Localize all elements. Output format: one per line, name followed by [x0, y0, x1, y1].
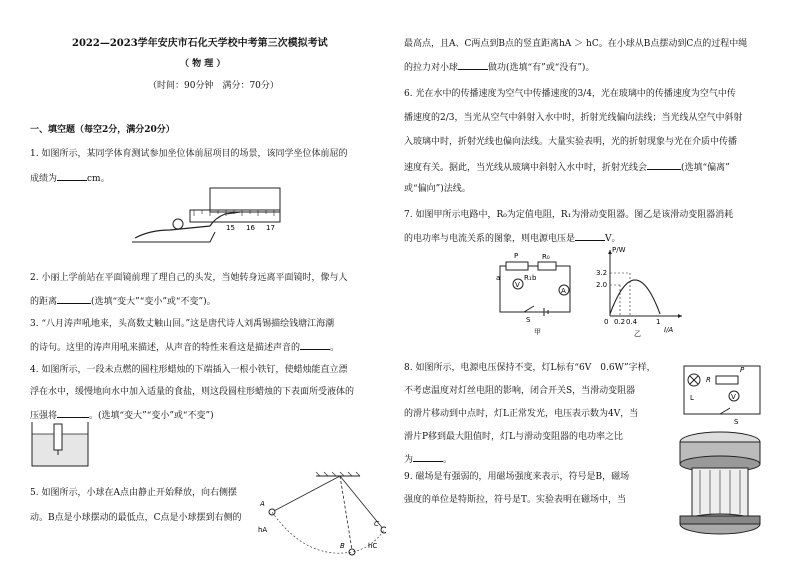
- circuit-jia-figure: [494, 250, 584, 336]
- q5-line2: 动。B点是小球摆动的最低点，C点是小球摆到右侧的: [30, 513, 242, 523]
- voltmeter-label: V: [515, 281, 520, 289]
- q6-line4: [404, 160, 730, 174]
- sit-and-reach-figure: [130, 186, 290, 248]
- y-tick-3.2: 3.2: [596, 269, 608, 277]
- q6-line5: 或“偏向”)法线。: [404, 184, 471, 194]
- q4-text-a: 压强将: [30, 411, 58, 421]
- terminal-b-label: b: [532, 274, 537, 282]
- q5-cont-line1: 最高点，且A、C两点到B点的竖直距离hA ＞ hC。在小球从B点摆动到C点的过程中绳: [404, 39, 748, 49]
- answer-blank[interactable]: [57, 294, 91, 304]
- q6-line3: 入玻璃中时，折射光线也偏向法线。大量实验表明，光的折射现象与光在介质中传播: [404, 137, 738, 147]
- magnet-coil-figure: [674, 428, 766, 538]
- q7-text-b: V。: [605, 234, 621, 244]
- q5-line1: 5. 如图所示，小球在A点由静止开始释放，向右侧摆: [30, 488, 237, 498]
- subject-label: （ 物 理 ）: [180, 59, 226, 69]
- y-axis-label: P/W: [612, 246, 626, 254]
- q6-line2: 播速度的2/3，当光从空气中斜射入水中时，折射光线偏向法线；当光线从空气中斜射: [404, 113, 743, 123]
- q8-line2: 不考虑温度对灯丝电阻的影响，闭合开关S，当滑动变阻器: [404, 386, 636, 396]
- ruler-tick-17: 17: [266, 224, 275, 232]
- ha-label: hA: [258, 526, 268, 534]
- switch-label: S: [734, 418, 739, 426]
- x-tick-1: 1: [656, 318, 661, 326]
- exam-meta: （时间：90分钟 满分：70分）: [148, 81, 279, 91]
- terminal-a-label: a: [496, 274, 501, 282]
- section-heading: 一、填空题（每空2分，满分20分）: [30, 125, 175, 135]
- q1-line2: [30, 171, 110, 185]
- q6-text-a: 速度有关。据此，当光线从玻璃中斜射入水中时，折射光线会: [404, 163, 648, 173]
- slider-p-label: P: [740, 366, 745, 374]
- y-tick-2.0: 2.0: [596, 281, 608, 289]
- pendulum-figure: [256, 470, 386, 558]
- q6-line1: 6. 光在水中的传播速度为空气中传播速度的3/4，光在玻璃中的传播速度为空气中传: [404, 89, 736, 99]
- q5-cont-text-a: 的拉力对小球: [404, 63, 459, 73]
- q2-text-a: 的距离: [30, 297, 58, 307]
- hc-label: hC: [368, 542, 378, 550]
- answer-blank[interactable]: [647, 160, 681, 170]
- point-c-label: C: [374, 520, 379, 528]
- point-a-label: A: [260, 500, 265, 508]
- answer-blank[interactable]: [57, 171, 87, 181]
- x-tick-0.4: 0.4: [626, 318, 638, 326]
- q1-text-a: 成绩为: [30, 174, 58, 184]
- candle-beaker-figure: [30, 420, 90, 468]
- rheostat-label: R: [706, 376, 711, 384]
- ruler-tick-15: 15: [226, 224, 235, 232]
- ruler-tick-16: 16: [246, 224, 255, 232]
- ammeter-label: A: [561, 287, 566, 295]
- q7-line2: [404, 231, 621, 245]
- lamp-label: L: [690, 394, 694, 402]
- q3-line2: [30, 340, 339, 354]
- caption-jia: 甲: [534, 328, 541, 336]
- answer-blank[interactable]: [458, 60, 488, 70]
- q4-line2: 浮在水中，缓慢地向水中加入适量的食盐，则这段圆柱形蜡烛的下表面所受液体的: [30, 387, 355, 397]
- answer-blank[interactable]: [575, 231, 605, 241]
- q9-line2: 强度的单位是特斯拉，符号是T。实验表明在磁场中，当: [404, 495, 627, 505]
- q2-line2: [30, 294, 216, 308]
- q3-line1: 3. “八月涛声吼地来，头高数丈触山回。”这是唐代诗人刘禹锡描绘钱塘江海潮: [30, 319, 335, 329]
- point-b-label: B: [340, 542, 345, 550]
- x-tick-0: 0: [604, 318, 609, 326]
- q6-text-b: (选填“偏离”: [681, 163, 730, 173]
- q8-text-a: 为: [404, 455, 414, 465]
- q8-line3: 的滑片移动到中点时，灯L正常发光，电压表示数为4V，当: [404, 409, 639, 419]
- circuit-q8-figure: [676, 356, 766, 426]
- q8-line4: 滑片P移到最大阻值时，灯L与滑动变阻器的电功率之比: [404, 432, 624, 442]
- q4-text-b: 。(选填“变大”“变小”或“不变”): [89, 411, 214, 421]
- answer-blank[interactable]: [57, 408, 89, 418]
- q3-text-b: 。: [330, 343, 340, 353]
- q8-line1: 8. 如图所示，电源电压保持不变，灯L标有“6V 0.6W”字样，: [404, 363, 656, 373]
- r0-label: R₀: [542, 253, 550, 261]
- slider-p-label: P: [514, 252, 519, 260]
- q2-line1: 2. 小丽上学前站在平面镜前理了理自己的头发，当她转身远离平面镜时，像与人: [30, 273, 348, 283]
- q4-line1: 4. 如图所示，一段未点燃的圆柱形蜡烛的下端插入一根小铁钉，使蜡烛能直立漂: [30, 365, 348, 375]
- caption-yi: 乙: [634, 330, 641, 338]
- q8-line5: [404, 452, 452, 466]
- q5-cont-text-b: 做功(选填“有”或“没有”)。: [488, 63, 595, 73]
- q8-text-b: 。: [443, 455, 453, 465]
- voltmeter-label: V: [731, 393, 736, 401]
- x-tick-0.2: 0.2: [614, 318, 626, 326]
- q7-line1: 7. 如图甲所示电路中，R₀为定值电阻，R₁为滑动变阻器。图乙是该滑动变阻器消耗: [404, 210, 734, 220]
- power-curve: [610, 280, 660, 314]
- r1-label: R₁: [524, 274, 532, 282]
- exam-title: 2022—2023学年安庆市石化天学校中考第三次模拟考试: [72, 38, 328, 49]
- switch-label: S: [526, 316, 531, 324]
- q1-line1: 1. 如图所示，某同学体育测试参加坐位体前屈项目的场景，该同学坐位体前屈的: [30, 149, 348, 159]
- power-current-graph: [590, 244, 688, 338]
- x-axis-label: I/A: [664, 326, 674, 334]
- answer-blank[interactable]: [413, 452, 443, 462]
- q2-text-b: (选填“变大”“变小”或“不变”)。: [91, 297, 216, 307]
- q5-cont-line2: [404, 60, 594, 74]
- q7-text-a: 的电功率与电流关系的图象，则电源电压是: [404, 234, 576, 244]
- q3-text-a: 的诗句。这里的涛声用吼来描述，从声音的特性来看这是描述声音的: [30, 343, 301, 353]
- answer-blank[interactable]: [300, 340, 330, 350]
- q1-text-b: cm。: [87, 174, 110, 184]
- q9-line1: 9. 磁场是有强弱的，用磁场强度来表示，符号是B，磁场: [404, 472, 630, 482]
